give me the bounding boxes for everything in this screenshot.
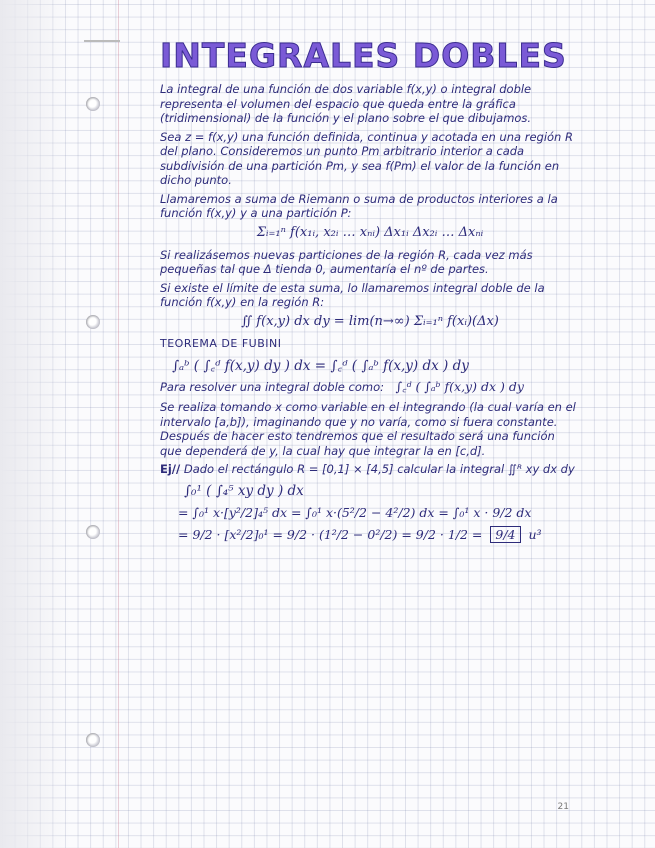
binder-hole: [86, 733, 100, 747]
example-step-2: = ∫₀¹ x·[y²/2]₄⁵ dx = ∫₀¹ x·(5²/2 − 4²/2) dx = ∫₀¹ x · 9/2 dx: [178, 504, 532, 520]
riemann-formula: Σᵢ₌₁ⁿ f(x₁ᵢ, x₂ᵢ … xₙᵢ) Δx₁ᵢ Δx₂ᵢ … Δxₙᵢ: [256, 224, 484, 240]
example-unit: u³: [528, 526, 542, 542]
limit-paragraph: Si existe el límite de esta suma, lo llamaremos integral doble de la función f(x,y) en la región R:: [160, 280, 545, 309]
example-statement: [160, 462, 580, 477]
example-step-3-text: = 9/2 · [x²/2]₀¹ = 9/2 · (1²/2 − 0²/2) = 9/2 · 1/2 =: [178, 526, 483, 542]
example-text: Dado el rectángulo R = [0,1] × [4,5] calcular la integral ∬ᴿ xy dx dy: [183, 462, 575, 476]
margin-line: [118, 0, 119, 848]
limit-formula: ∬ f(x,y) dx dy = lim(n→∞) Σᵢ₌₁ⁿ f(xᵢ)(Δx): [241, 313, 499, 329]
example-step-1: ∫₀¹ ( ∫₄⁵ xy dy ) dx: [184, 482, 304, 499]
example-label: Ej//: [160, 462, 181, 476]
example-result-box: 9/4: [490, 526, 520, 543]
fubini-formula: ∫ₐᵇ ( ∫꜀ᵈ f(x,y) dy ) dx = ∫꜀ᵈ ( ∫ₐᵇ f(x,y) dx ) dy: [172, 357, 469, 374]
solve-formula: ∫꜀ᵈ ( ∫ₐᵇ f(x,y) dx ) dy: [395, 378, 524, 394]
binder-hole: [86, 315, 100, 329]
page-number: 21: [557, 802, 569, 812]
binder-hole: [86, 525, 100, 539]
page-title: INTEGRALES DOBLES: [160, 36, 567, 75]
solve-label: Para resolver una integral doble como:: [160, 379, 385, 394]
refine-paragraph: Si realizásemos nuevas particiones de la región R, cada vez más pequeñas tal que Δ tienda 0, aumentaría el nº de partes.: [160, 247, 533, 276]
definition-paragraph: Sea z = f(x,y) una función definida, continua y acotada en una región R del plano. Consideremos un punto Pm arbitrario interior a cada subdivisión de una partición Pm, y sea f(Pm) el valor de la función en dicho punto.: [160, 129, 573, 187]
intro-paragraph: La integral de una función de dos variable f(x,y) o integral doble representa el volumen del espacio que queda entre la gráfica (tridimensional) de la función y el plano sobre el que dibujamos.: [160, 82, 532, 125]
binder-hole: [86, 97, 100, 111]
example-step-3: [178, 526, 580, 543]
fubini-explanation: Se realiza tomando x como variable en el integrando (la cual varía en el intervalo [a,b]), imaginando que y no varía, como si fuera constante. Después de hacer esto tendremos que el resultado será una función que dependerá de y, la cual hay que integrar la en [c,d].: [160, 400, 576, 458]
page-shadow-edge: [0, 0, 70, 848]
riemann-paragraph: Llamaremos a suma de Riemann o suma de productos interiores a la función f(x,y) y a una partición P:: [160, 191, 558, 220]
fubini-title: TEOREMA DE FUBINI: [160, 336, 282, 350]
solve-text: [160, 380, 580, 395]
top-tab-mark: [84, 40, 120, 42]
notes-content: [160, 36, 580, 549]
